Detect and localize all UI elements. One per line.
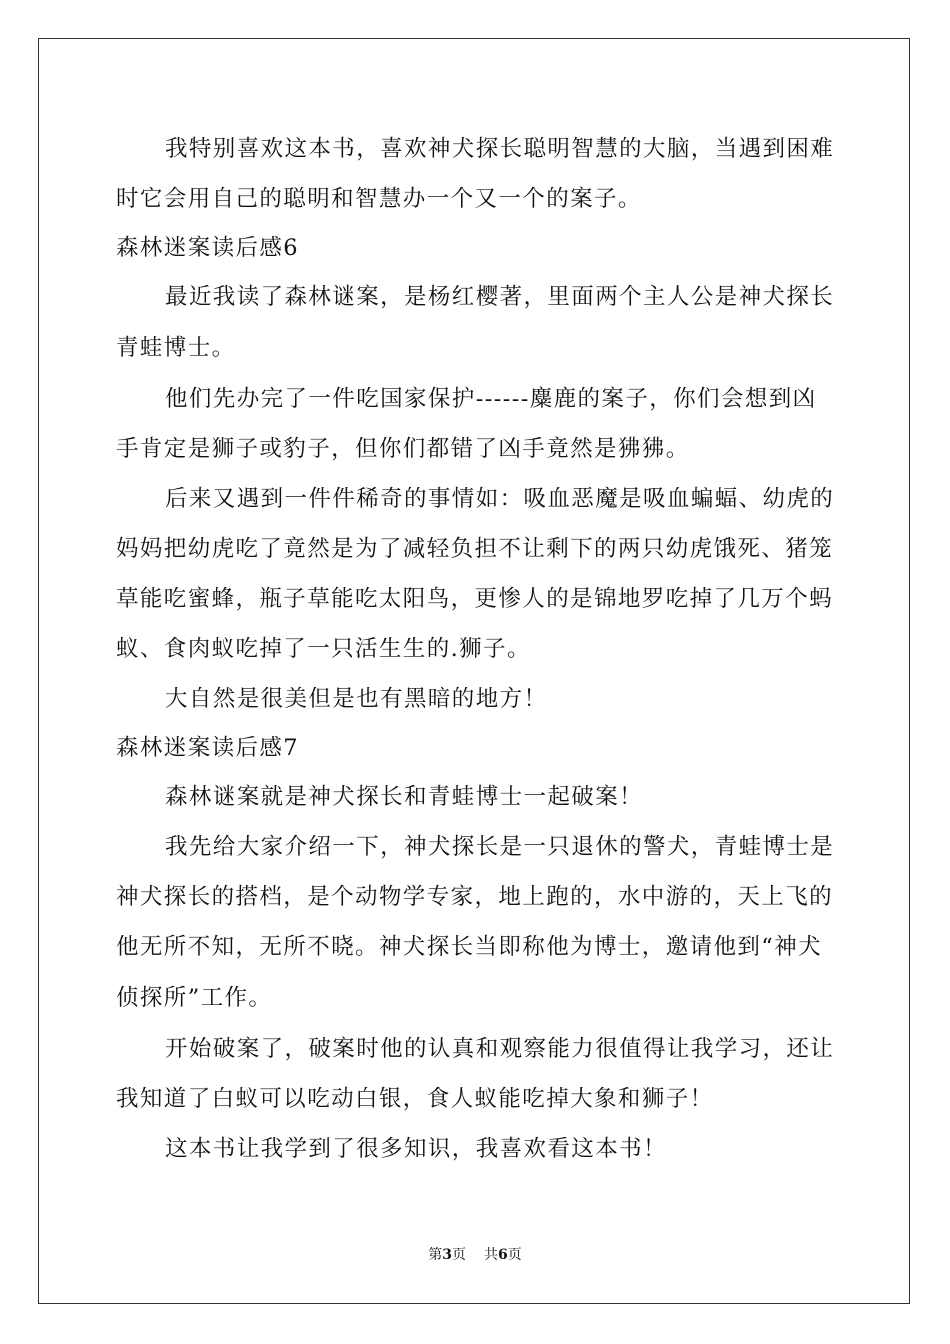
paragraph-line: 妈妈把幼虎吃了竟然是为了减轻负担不让剩下的两只幼虎饿死、猪笼	[116, 536, 834, 562]
paragraph-line: 蚁、食肉蚁吃掉了一只活生生的.狮子。	[116, 636, 531, 662]
paragraph-line: 我知道了白蚁可以吃动白银，食人蚁能吃掉大象和狮子！	[116, 1086, 714, 1112]
paragraph-line: 后来又遇到一件件稀奇的事情如：吸血恶魔是吸血蝙蝠、幼虎的	[165, 486, 835, 512]
footer-prefix: 第	[428, 1247, 443, 1263]
document-body	[116, 124, 836, 1174]
paragraph-line: 他们先办完了一件吃国家保护------麋鹿的案子，你们会想到凶	[165, 386, 817, 412]
paragraph-line: 草能吃蜜蜂，瓶子草能吃太阳鸟，更惨人的是锦地罗吃掉了几万个蚂	[116, 586, 834, 612]
paragraph-line: 青蛙博士。	[116, 335, 236, 361]
paragraph-line: 时它会用自己的聪明和智慧办一个又一个的案子。	[116, 186, 642, 212]
paragraph-line: 手肯定是狮子或豹子，但你们都错了凶手竟然是狒狒。	[116, 436, 690, 462]
paragraph-line: 神犬探长的搭档，是个动物学专家，地上跑的，水中游的，天上飞的	[116, 884, 834, 910]
footer-total-unit: 页	[507, 1247, 522, 1263]
paragraph-line: 这本书让我学到了很多知识，我喜欢看这本书！	[165, 1136, 667, 1162]
paragraph-line: 最近我读了森林谜案，是杨红樱著，里面两个主人公是神犬探长	[165, 284, 835, 310]
paragraph-line: 侦探所”工作。	[116, 985, 273, 1011]
footer-page-unit: 页	[452, 1247, 466, 1263]
total-page-number: 6	[498, 1247, 508, 1263]
page-footer	[0, 1245, 950, 1265]
paragraph-line: 他无所不知，无所不晓。神犬探长当即称他为博士，邀请他到“神犬	[116, 934, 823, 960]
section-heading: 森林迷案读后感6	[116, 235, 300, 261]
paragraph-line: 大自然是很美但是也有黑暗的地方！	[165, 686, 548, 712]
paragraph-line: 开始破案了，破案时他的认真和观察能力很值得让我学习，还让	[165, 1036, 835, 1062]
paragraph-line: 我先给大家介绍一下，神犬探长是一只退休的警犬，青蛙博士是	[165, 834, 835, 860]
section-heading: 森林迷案读后感7	[116, 735, 300, 761]
paragraph-line: 我特别喜欢这本书，喜欢神犬探长聪明智慧的大脑，当遇到困难	[165, 136, 835, 162]
current-page-number: 3	[442, 1247, 452, 1263]
footer-total-prefix: 共	[484, 1247, 498, 1263]
paragraph-line: 森林谜案就是神犬探长和青蛙博士一起破案！	[165, 784, 644, 810]
